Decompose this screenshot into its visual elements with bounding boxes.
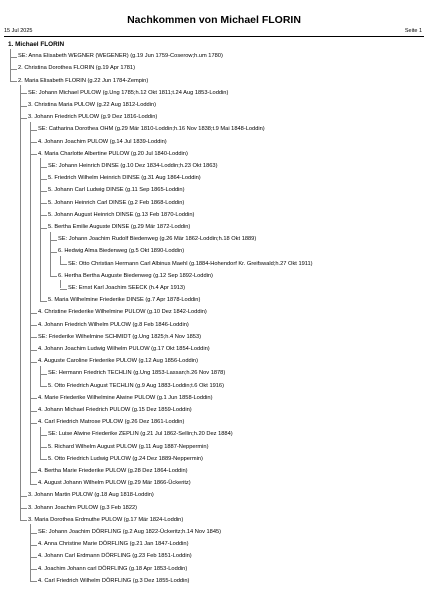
- tree-entry: SE: Luise Alwine Friederike ZEPLIN (g.21 Jul 1862-Sellin;h.20 Dez 1884): [48, 431, 233, 438]
- tree-entry: SE: Otto Christian Hermann Carl Albinus Maehl (g.1884-Hohendorf Kr. Greifswald;h.27 Okt 1911): [68, 260, 313, 267]
- tree-connector: [40, 374, 48, 375]
- tree-entry: 4. Anna Christine Marie DÖRFLING (g.21 Jan 1847-Loddin): [38, 541, 189, 548]
- tree-connector: [40, 215, 48, 216]
- tree-connector: [20, 118, 28, 119]
- tree-connector: [10, 81, 18, 82]
- tree-connector: [60, 264, 68, 265]
- tree-connector: [30, 423, 38, 424]
- tree-connector: [30, 337, 38, 338]
- tree-connector: [40, 366, 41, 386]
- tree-entry: 2. Maria Elisabeth FLORIN (g.22 Jun 1784-Zempin): [18, 77, 149, 84]
- tree-entry: SE: Johann Joachim DÖRFLING (g.2 Aug 1822-Ückeritz;h.14 Nov 1845): [38, 529, 222, 535]
- tree-connector: [60, 256, 61, 264]
- tree-entry: 3. Johann Friedrich PULOW (g.9 Dez 1816-Loddin): [28, 114, 158, 121]
- tree-entry: 4. Christine Friederike Wilhelmine PULOW (g.10 Dez 1842-Loddin): [38, 309, 207, 316]
- tree-connector: [40, 228, 48, 229]
- tree-connector: [10, 49, 11, 82]
- tree-entry: 4. Maria Charlotte Albertine PULOW (g.20 Jul 1840-Loddin): [38, 150, 188, 157]
- tree-entry: 4. August Johann Wilhelm PULOW (g.29 Mär 1866-Ückeritz): [38, 480, 191, 487]
- tree-connector: [50, 232, 51, 277]
- tree-connector: [40, 447, 48, 448]
- tree-connector: [30, 350, 38, 351]
- tree-entry: SE: Hermann Friedrich TECHLIN (g.Ung 1853-Lassan;h.26 Nov 1878): [48, 370, 226, 377]
- tree-connector: [40, 191, 48, 192]
- tree-connector: [30, 325, 38, 326]
- tree-entry: 4. Johann Joachim PULOW (g.14 Jul 1839-Loddin): [38, 138, 167, 145]
- tree-connector: [40, 203, 48, 204]
- tree-entry: 2. Christina Dorothea FLORIN (g.19 Apr 1781): [18, 65, 135, 72]
- tree-connector: [20, 520, 28, 521]
- tree-connector: [20, 93, 28, 94]
- tree-entry: 4. Carl Friedrich Matrose PULOW (g.26 Dez 1861-Loddin): [38, 419, 185, 426]
- tree-connector: [40, 167, 48, 168]
- tree-connector: [10, 69, 18, 70]
- report-title: Nachkommen von Michael FLORIN: [127, 14, 301, 26]
- tree-connector: [30, 130, 38, 131]
- tree-entry: SE: Johann Heinrich DINSE (g.10 Dez 1834-Loddin;h.23 Okt 1863): [48, 163, 218, 169]
- tree-entry: 3. Johann Joachim PULOW (g.3 Feb 1822): [28, 504, 138, 511]
- tree-entry: 3. Johann Martin PULOW (g.18 Aug 1818-Loddin): [28, 492, 154, 499]
- tree-connector: [40, 301, 48, 302]
- tree-connector: [50, 276, 58, 277]
- tree-connector: [30, 122, 31, 484]
- tree-connector: [30, 557, 38, 558]
- tree-connector: [30, 362, 38, 363]
- tree-entry: SE: Ernst Karl Joachim SEECK (h.4 Apr 1913): [68, 285, 185, 291]
- header-rule: [4, 36, 424, 37]
- tree-connector: [40, 386, 48, 387]
- tree-connector: [30, 398, 38, 399]
- tree-entry: 5. Otto Friedrich August TECHLIN (g.9 Aug 1883-Loddin;t.6 Okt 1916): [48, 382, 224, 389]
- tree-entry: SE: Anna Elisabeth WEGNER (WEGENER) (g.19 Jun 1759-Coserow;h.um 1780): [18, 53, 223, 60]
- tree-entry: 5. Johann Carl Ludwig DINSE (g.11 Sep 1865-Loddin): [48, 187, 185, 194]
- tree-connector: [20, 85, 21, 520]
- tree-connector: [30, 154, 38, 155]
- tree-entry: 5. Johann Heinrich Carl DINSE (g.2 Feb 1868-Loddin): [48, 199, 185, 206]
- tree-entry: 5. Otto Friedrich Ludwig PULOW (g.24 Dez 1889-Neppermin): [48, 455, 203, 462]
- tree-entry: 5. Richard Wilhelm August PULOW (g.11 Aug 1887-Neppermin): [48, 443, 209, 450]
- tree-connector: [20, 106, 28, 107]
- tree-connector: [40, 427, 41, 460]
- tree-connector: [40, 459, 48, 460]
- tree-entry: 5. Maria Wilhelmine Friederike DINSE (g.7 Apr 1878-Loddin): [48, 297, 201, 304]
- tree-connector: [20, 496, 28, 497]
- tree-entry: SE: Johann Joachim Rudolf Biedenweg (g.26 Mär 1862-Loddin;h.18 Okt 1889): [58, 236, 257, 243]
- tree-entry: 6. Hertha Bertha Auguste Biedenweg (g.12 Sep 1892-Loddin): [58, 272, 213, 279]
- tree-connector: [20, 508, 28, 509]
- tree-entry: 4. Bertha Marie Friederike PULOW (g.28 Dez 1864-Loddin): [38, 468, 188, 474]
- tree-connector: [10, 57, 18, 58]
- descendant-tree: [0, 38, 428, 599]
- tree-entry: 4. Carl Friedrich Wilhelm DÖRFLING (g.3 Dez 1855-Loddin): [38, 577, 190, 584]
- tree-connector: [30, 313, 38, 314]
- tree-entry: SE: Johann Michael PULOW (g.Ung 1785;h.12 Okt 1811;t.24 Aug 1853-Loddin): [28, 89, 229, 96]
- tree-entry: 4. Johann Michael Friedrich PULOW (g.15 Dez 1859-Loddin): [38, 407, 192, 413]
- tree-entry: 4. Marie Friederike Wilhelmine Alwine PULOW (g.1 Jun 1858-Loddin): [38, 394, 213, 401]
- tree-entry: 1. Michael FLORIN: [8, 41, 65, 48]
- tree-entry: 4. Johann Joachim Ludwig Wilhelm PULOW (g.17 Okt 1854-Loddin): [38, 346, 210, 352]
- tree-entry: 4. Johann Friedrich Wilhelm PULOW (g.8 Feb 1846-Loddin): [38, 321, 189, 328]
- tree-entry: 4. Auguste Caroline Friederike PULOW (g.12 Aug 1856-Loddin): [38, 358, 198, 365]
- tree-connector: [60, 280, 61, 288]
- tree-connector: [30, 411, 38, 412]
- tree-connector: [30, 472, 38, 473]
- tree-connector: [30, 484, 38, 485]
- tree-entry: 3. Christina Maria PULOW (g.22 Aug 1812-Loddin): [28, 102, 157, 108]
- tree-connector: [30, 569, 38, 570]
- tree-connector: [40, 435, 48, 436]
- tree-entry: 5. Friedrich Wilhelm Heinrich DINSE (g.31 Aug 1864-Loddin): [48, 175, 201, 182]
- page-number: Seite 1: [404, 28, 422, 34]
- tree-entry: 6. Hedwig Alma Biedenweg (g.5 Okt 1890-Loddin): [58, 248, 185, 255]
- tree-connector: [40, 179, 48, 180]
- tree-entry: 4. Joachim Johann carl DÖRFLING (g.18 Apr 1853-Loddin): [38, 565, 188, 572]
- tree-connector: [50, 252, 58, 253]
- tree-connector: [30, 545, 38, 546]
- tree-connector: [30, 581, 38, 582]
- tree-connector: [30, 142, 38, 143]
- tree-connector: [50, 240, 58, 241]
- tree-entry: 4. Johann Carl Erdmann DÖRFLING (g.23 Feb 1851-Loddin): [38, 553, 192, 560]
- tree-entry: 3. Maria Dorothea Erdmuthe PULOW (g.17 Mär 1824-Loddin): [28, 516, 184, 523]
- tree-connector: [30, 524, 31, 581]
- tree-entry: 5. Johann August Heinrich DINSE (g.13 Feb 1870-Loddin): [48, 211, 195, 218]
- tree-connector: [30, 533, 38, 534]
- report-date: 15 Jul 2025: [4, 28, 33, 34]
- tree-entry: SE: Catharina Dorothea OHM (g.29 Mär 1810-Loddin;h.16 Nov 1838;t.9 Mai 1848-Loddin): [38, 126, 265, 133]
- tree-connector: [60, 289, 68, 290]
- tree-connector: [40, 158, 41, 300]
- tree-entry: 5. Bertha Emilie Auguste DINSE (g.29 Mär 1872-Loddin): [48, 224, 191, 230]
- tree-entry: SE: Friederike Wilhelmine SCHMIDT (g.Ung 1825;h.4 Nov 1853): [38, 333, 202, 340]
